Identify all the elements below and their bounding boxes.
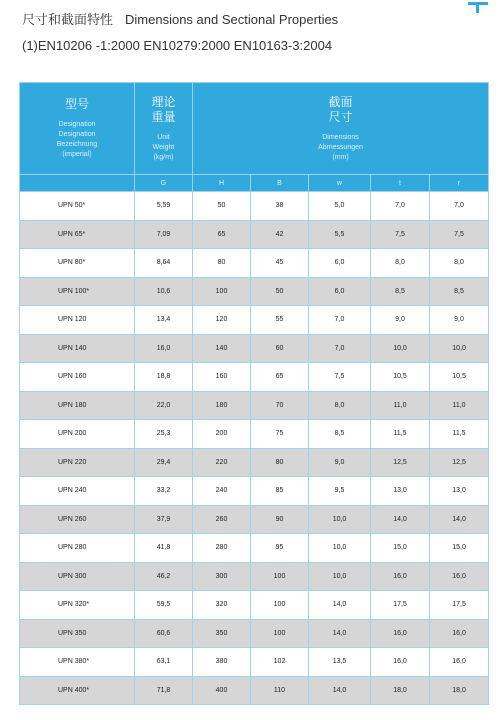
height-cell: 220 xyxy=(193,448,251,477)
header-unit-weight: 理论 重量 Unit Weight (kg/m) xyxy=(135,83,193,175)
radius-cell: 16,0 xyxy=(430,619,489,648)
weight-cell: 33,2 xyxy=(135,477,193,506)
flange-thickness-cell: 16,0 xyxy=(371,648,430,677)
flange-thickness-cell: 15,0 xyxy=(371,534,430,563)
weight-cell: 8,64 xyxy=(135,249,193,278)
designation-cell: UPN 240 xyxy=(20,477,135,506)
header-designation: 型号 Designation Designation Bezeichnung (imperial) xyxy=(20,83,135,175)
weight-cell: 10,6 xyxy=(135,277,193,306)
weight-cell: 25,3 xyxy=(135,420,193,449)
web-thickness-cell: 6,0 xyxy=(309,249,371,278)
web-thickness-cell: 5,0 xyxy=(309,192,371,221)
radius-cell: 17,5 xyxy=(430,591,489,620)
designation-cell: UPN 180 xyxy=(20,391,135,420)
table-body xyxy=(20,192,489,705)
symbol-cell: r xyxy=(430,175,489,192)
table-row xyxy=(20,448,489,477)
flange-thickness-cell: 17,5 xyxy=(371,591,430,620)
height-cell: 120 xyxy=(193,306,251,335)
web-thickness-cell: 10,0 xyxy=(309,505,371,534)
width-cell: 60 xyxy=(251,334,309,363)
flange-thickness-cell: 10,0 xyxy=(371,334,430,363)
width-cell: 65 xyxy=(251,363,309,392)
table-row xyxy=(20,562,489,591)
table-row xyxy=(20,534,489,563)
flange-thickness-cell: 11,5 xyxy=(371,420,430,449)
web-thickness-cell: 10,0 xyxy=(309,562,371,591)
table-row xyxy=(20,306,489,335)
radius-cell: 11,0 xyxy=(430,391,489,420)
web-thickness-cell: 7,0 xyxy=(309,306,371,335)
width-cell: 45 xyxy=(251,249,309,278)
height-cell: 65 xyxy=(193,220,251,249)
flange-thickness-cell: 16,0 xyxy=(371,619,430,648)
radius-cell: 13,0 xyxy=(430,477,489,506)
table-row xyxy=(20,220,489,249)
width-cell: 100 xyxy=(251,619,309,648)
weight-cell: 37,9 xyxy=(135,505,193,534)
flange-thickness-cell: 8,0 xyxy=(371,249,430,278)
radius-cell: 12,5 xyxy=(430,448,489,477)
width-cell: 42 xyxy=(251,220,309,249)
table-row xyxy=(20,505,489,534)
weight-cell: 7,09 xyxy=(135,220,193,249)
flange-thickness-cell: 12,5 xyxy=(371,448,430,477)
weight-cell: 5,59 xyxy=(135,192,193,221)
radius-cell: 8,5 xyxy=(430,277,489,306)
height-cell: 160 xyxy=(193,363,251,392)
web-thickness-cell: 7,0 xyxy=(309,334,371,363)
symbol-row xyxy=(20,175,489,192)
height-cell: 280 xyxy=(193,534,251,563)
weight-cell: 46,2 xyxy=(135,562,193,591)
symbol-cell-empty xyxy=(20,175,135,192)
radius-cell: 14,0 xyxy=(430,505,489,534)
designation-cell: UPN 80* xyxy=(20,249,135,278)
corner-logo-icon xyxy=(466,0,490,14)
symbol-cell: H xyxy=(193,175,251,192)
table-row xyxy=(20,619,489,648)
weight-cell: 60,6 xyxy=(135,619,193,648)
width-cell: 50 xyxy=(251,277,309,306)
flange-thickness-cell: 7,5 xyxy=(371,220,430,249)
designation-cell: UPN 160 xyxy=(20,363,135,392)
designation-cell: UPN 350 xyxy=(20,619,135,648)
header-dimensions: 截面 尺寸 Dimensions Abmessungen (mm) xyxy=(193,83,489,175)
radius-cell: 10,5 xyxy=(430,363,489,392)
height-cell: 140 xyxy=(193,334,251,363)
web-thickness-cell: 14,0 xyxy=(309,619,371,648)
height-cell: 240 xyxy=(193,477,251,506)
flange-thickness-cell: 18,0 xyxy=(371,676,430,705)
web-thickness-cell: 9,0 xyxy=(309,448,371,477)
designation-cell: UPN 200 xyxy=(20,420,135,449)
height-cell: 100 xyxy=(193,277,251,306)
table-row xyxy=(20,391,489,420)
symbol-cell: B xyxy=(251,175,309,192)
standards-line: (1)EN10206 -1:2000 EN10279:2000 EN10163-3:2004 xyxy=(22,38,333,53)
height-cell: 350 xyxy=(193,619,251,648)
height-cell: 50 xyxy=(193,192,251,221)
table-row xyxy=(20,192,489,221)
web-thickness-cell: 9,5 xyxy=(309,477,371,506)
radius-cell: 8,0 xyxy=(430,249,489,278)
web-thickness-cell: 10,0 xyxy=(309,534,371,563)
height-cell: 400 xyxy=(193,676,251,705)
web-thickness-cell: 7,5 xyxy=(309,363,371,392)
height-cell: 200 xyxy=(193,420,251,449)
flange-thickness-cell: 11,0 xyxy=(371,391,430,420)
flange-thickness-cell: 13,0 xyxy=(371,477,430,506)
designation-cell: UPN 260 xyxy=(20,505,135,534)
radius-cell: 16,0 xyxy=(430,648,489,677)
designation-cell: UPN 300 xyxy=(20,562,135,591)
designation-cell: UPN 140 xyxy=(20,334,135,363)
table-row xyxy=(20,420,489,449)
web-thickness-cell: 14,0 xyxy=(309,676,371,705)
flange-thickness-cell: 10,5 xyxy=(371,363,430,392)
width-cell: 110 xyxy=(251,676,309,705)
height-cell: 320 xyxy=(193,591,251,620)
width-cell: 85 xyxy=(251,477,309,506)
symbol-cell: w xyxy=(309,175,371,192)
radius-cell: 7,0 xyxy=(430,192,489,221)
width-cell: 100 xyxy=(251,562,309,591)
width-cell: 80 xyxy=(251,448,309,477)
height-cell: 380 xyxy=(193,648,251,677)
designation-cell: UPN 100* xyxy=(20,277,135,306)
page-title xyxy=(22,9,338,28)
table-row xyxy=(20,249,489,278)
width-cell: 95 xyxy=(251,534,309,563)
designation-cell: UPN 220 xyxy=(20,448,135,477)
radius-cell: 9,0 xyxy=(430,306,489,335)
table-row xyxy=(20,591,489,620)
weight-cell: 13,4 xyxy=(135,306,193,335)
web-thickness-cell: 6,0 xyxy=(309,277,371,306)
title-english: Dimensions and Sectional Properties xyxy=(125,12,339,27)
flange-thickness-cell: 14,0 xyxy=(371,505,430,534)
designation-cell: UPN 120 xyxy=(20,306,135,335)
radius-cell: 11,5 xyxy=(430,420,489,449)
weight-cell: 18,8 xyxy=(135,363,193,392)
radius-cell: 15,0 xyxy=(430,534,489,563)
height-cell: 260 xyxy=(193,505,251,534)
weight-cell: 29,4 xyxy=(135,448,193,477)
web-thickness-cell: 14,0 xyxy=(309,591,371,620)
table-row xyxy=(20,648,489,677)
weight-cell: 63,1 xyxy=(135,648,193,677)
width-cell: 38 xyxy=(251,192,309,221)
radius-cell: 10,0 xyxy=(430,334,489,363)
weight-cell: 71,8 xyxy=(135,676,193,705)
web-thickness-cell: 8,5 xyxy=(309,420,371,449)
flange-thickness-cell: 7,0 xyxy=(371,192,430,221)
table-row xyxy=(20,363,489,392)
symbol-cell: G xyxy=(135,175,193,192)
title-chinese: 尺寸和截面特性 xyxy=(22,13,114,28)
width-cell: 70 xyxy=(251,391,309,420)
radius-cell: 7,5 xyxy=(430,220,489,249)
height-cell: 180 xyxy=(193,391,251,420)
table-row xyxy=(20,334,489,363)
width-cell: 100 xyxy=(251,591,309,620)
table-row xyxy=(20,277,489,306)
designation-cell: UPN 320* xyxy=(20,591,135,620)
width-cell: 102 xyxy=(251,648,309,677)
weight-cell: 41,8 xyxy=(135,534,193,563)
designation-cell: UPN 65* xyxy=(20,220,135,249)
designation-cell: UPN 50* xyxy=(20,192,135,221)
weight-cell: 59,5 xyxy=(135,591,193,620)
designation-cell: UPN 280 xyxy=(20,534,135,563)
designation-cell: UPN 380* xyxy=(20,648,135,677)
designation-cell: UPN 400* xyxy=(20,676,135,705)
width-cell: 55 xyxy=(251,306,309,335)
web-thickness-cell: 13,5 xyxy=(309,648,371,677)
width-cell: 90 xyxy=(251,505,309,534)
web-thickness-cell: 5,5 xyxy=(309,220,371,249)
table-row xyxy=(20,477,489,506)
radius-cell: 18,0 xyxy=(430,676,489,705)
width-cell: 75 xyxy=(251,420,309,449)
symbol-cell: t xyxy=(371,175,430,192)
height-cell: 300 xyxy=(193,562,251,591)
table-row xyxy=(20,676,489,705)
properties-table xyxy=(19,82,489,705)
weight-cell: 16,0 xyxy=(135,334,193,363)
web-thickness-cell: 8,0 xyxy=(309,391,371,420)
radius-cell: 16,0 xyxy=(430,562,489,591)
flange-thickness-cell: 9,0 xyxy=(371,306,430,335)
flange-thickness-cell: 8,5 xyxy=(371,277,430,306)
flange-thickness-cell: 16,0 xyxy=(371,562,430,591)
weight-cell: 22,0 xyxy=(135,391,193,420)
height-cell: 80 xyxy=(193,249,251,278)
